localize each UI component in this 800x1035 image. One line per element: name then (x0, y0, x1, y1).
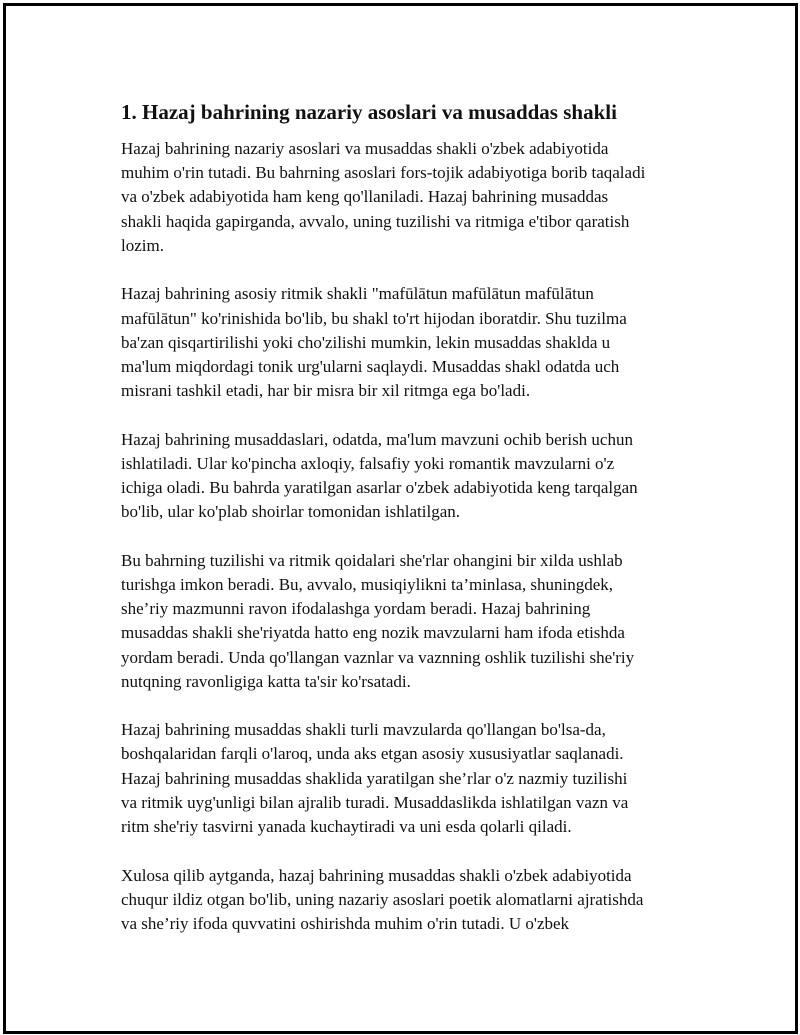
text-line: ritm she'riy tasvirni yanada kuchaytiradi va uni esda qolarli qiladi. (121, 817, 572, 837)
section-heading: 1. Hazaj bahrining nazariy asoslari va musaddas shakli (121, 100, 617, 124)
paragraph-6 (121, 864, 711, 937)
text-line: Bu bahrning tuzilishi va ritmik qoidalari she'rlar ohangini bir xilda ushlab (121, 550, 623, 570)
text-line: Xulosa qilib aytganda, hazaj bahrining musaddas shakli o'zbek adabiyotida (121, 865, 632, 885)
text-line: Hazaj bahrining musaddaslari, odatda, ma'lum mavzuni ochib berish uchun (121, 429, 633, 449)
text-line: muhim o'rin tutadi. Bu bahrning asoslari fors-tojik adabiyotiga borib taqaladi (121, 163, 646, 183)
text-line: mafūlātun" ko'rinishida bo'lib, bu shakl to'rt hijodan iboratdir. Shu tuzilma (121, 308, 627, 328)
document-body (121, 98, 711, 960)
text-line: Hazaj bahrining musaddas shaklida yaratilgan she’rlar o'z nazmiy tuzilishi (121, 768, 628, 788)
text-line: ba'zan qisqartirilishi yoki cho'zilishi mumkin, lekin musaddas shaklda u (121, 332, 611, 352)
paragraph-4 (121, 549, 711, 694)
text-line: boshqalaridan farqli o'laroq, unda aks etgan asosiy xususiyatlar saqlanadi. (121, 744, 624, 764)
text-line: she’riy mazmunni ravon ifodalashga yordam beradi. Hazaj bahrining (121, 599, 591, 619)
paragraph-1 (121, 137, 711, 258)
text-line: chuqur ildiz otgan bo'lib, uning nazariy asoslari poetik alomatlarni ajratishda (121, 889, 644, 909)
text-line: ma'lum miqdordagi tonik urg'ularni saqlaydi. Musaddas shakl odatda uch (121, 356, 620, 376)
text-line: va o'zbek adabiyotida ham keng qo'llaniladi. Hazaj bahrining musaddas (121, 187, 609, 207)
text-line: Hazaj bahrining asosiy ritmik shakli "mafūlātun mafūlātun mafūlātun (121, 284, 594, 304)
text-line: Hazaj bahrining musaddas shakli turli mavzularda qo'llangan bo'lsa-da, (121, 720, 606, 740)
text-line: misrani tashkil etadi, har bir misra bir xil ritmga ega bo'ladi. (121, 381, 531, 401)
text-line: nutqning ravonligiga katta ta'sir ko'rsatadi. (121, 671, 411, 691)
page-frame (3, 3, 798, 1034)
paragraph-5 (121, 718, 711, 839)
paragraph-3 (121, 428, 711, 525)
text-line: ichiga oladi. Bu bahrda yaratilgan asarlar o'zbek adabiyotida keng tarqalgan (121, 478, 638, 498)
text-line: turishga imkon beradi. Bu, avvalo, musiqiylikni ta’minlasa, shuningdek, (121, 574, 613, 594)
text-line: bo'lib, ular ko'plab shoirlar tomonidan ishlatilgan. (121, 502, 460, 522)
text-line: lozim. (121, 235, 164, 255)
text-line: musaddas shakli she'riyatda hatto eng nozik mavzularni ham ifoda etishda (121, 623, 625, 643)
text-line: yordam beradi. Unda qo'llangan vaznlar va vaznning oshlik tuzilishi she'riy (121, 647, 635, 667)
text-line: Hazaj bahrining nazariy asoslari va musaddas shakli o'zbek adabiyotida (121, 139, 609, 158)
text-line: ishlatiladi. Ular ko'pincha axloqiy, falsafiy yoki romantik mavzularni o'z (121, 453, 615, 473)
paragraph-2 (121, 282, 711, 403)
text-line: va ritmik uyg'unligi bilan ajralib turadi. Musaddaslikda ishlatilgan vazn va (121, 792, 629, 812)
text-line: va she’riy ifoda quvvatini oshirishda muhim o'rin tutadi. U o'zbek (121, 913, 570, 933)
text-line: shakli haqida gapirganda, avvalo, uning tuzilishi va ritmiga e'tibor qaratish (121, 211, 630, 231)
